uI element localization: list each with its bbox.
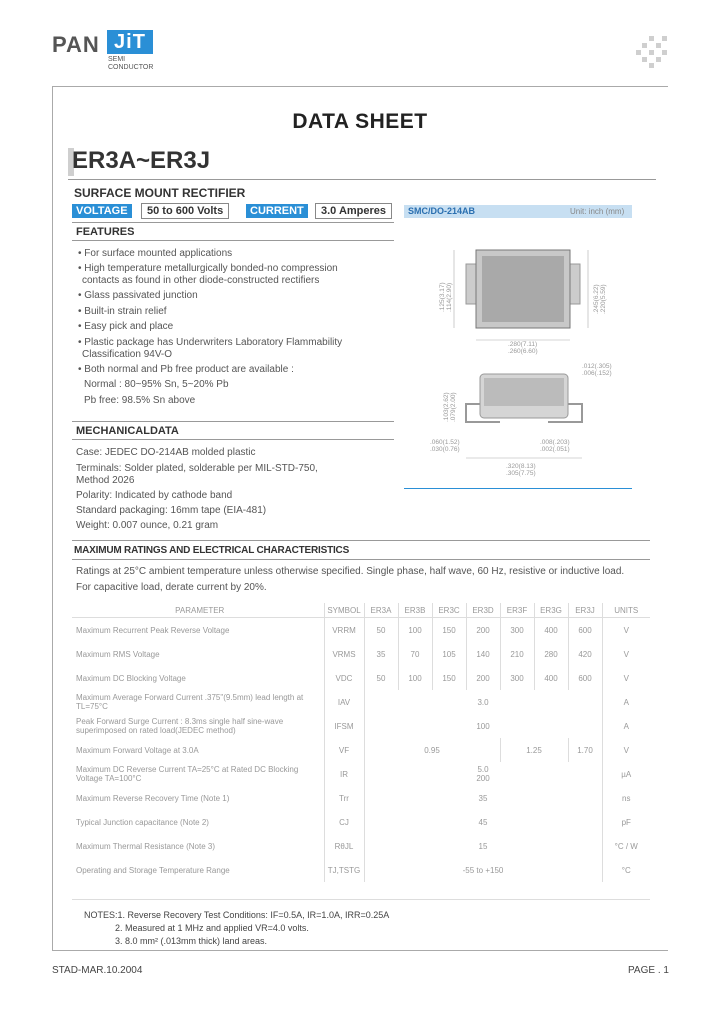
table-row: [72, 810, 650, 834]
dim-l-1: .103(2.62): [443, 392, 450, 422]
corner-dots-decoration: [636, 36, 668, 68]
unit-cell: V: [602, 642, 650, 666]
logo-sub-conductor: CONDUCTOR: [108, 64, 154, 71]
mech-item: Polarity: Indicated by cathode band: [76, 490, 233, 501]
param-cell: Typical Junction capacitance (Note 2): [76, 817, 209, 827]
param-cell: Maximum Forward Voltage at 3.0A: [76, 745, 199, 755]
feature-item: • Plastic package has Underwriters Laboratory Flammability: [78, 337, 343, 348]
dim-t-2: .006(.152): [582, 370, 612, 377]
header-cell: UNITS: [602, 603, 650, 618]
dim-h-4: .114(2.90): [446, 282, 453, 312]
mech-item: Case: JEDEC DO-214AB molded plastic: [76, 447, 256, 458]
param-cell: Maximum Thermal Resistance (Note 3): [76, 841, 216, 851]
merged-value-cell: [364, 762, 602, 786]
feature-item: • High temperature metallurgically bonded-no compression: [78, 263, 338, 274]
value-cell: 150: [432, 666, 466, 690]
value-cell: 50: [364, 618, 398, 643]
vf-value-cell: 1.70: [568, 738, 602, 762]
features-top-rule: [72, 222, 394, 223]
value-cell: 600: [568, 618, 602, 643]
features-bottom-rule: [72, 240, 394, 241]
symbol-cell: IFSM: [324, 714, 364, 738]
table-header-row: [72, 603, 650, 618]
mech-top-rule: [72, 421, 394, 422]
feature-item: • Glass passivated junction: [78, 290, 198, 301]
mech-item: Weight: 0.007 ounce, 0.21 gram: [76, 520, 219, 531]
table-row: [72, 642, 650, 666]
merged-value-cell: 35: [364, 786, 602, 810]
product-type: SURFACE MOUNT RECTIFIER: [74, 186, 246, 200]
param-cell: Maximum RMS Voltage: [76, 649, 160, 659]
dim-t-1: .012(.305): [582, 363, 612, 370]
dim-b-1: .320(8.13): [506, 463, 536, 470]
unit-cell: °C / W: [602, 834, 650, 858]
unit-cell: °C: [602, 858, 650, 882]
unit-cell: A: [602, 714, 650, 738]
unit-cell: A: [602, 690, 650, 714]
logo-pan-text: PAN: [52, 32, 100, 57]
param-cell: Peak Forward Surge Current : 8.3ms single half sine-wave superimposed on rated load(JEDEC method): [76, 717, 284, 735]
symbol-cell: IR: [324, 762, 364, 786]
header-cell: ER3A: [364, 603, 398, 618]
symbol-cell: VDC: [324, 666, 364, 690]
package-unit: Unit: inch (mm): [570, 207, 625, 216]
note-1: NOTES:1. Reverse Recovery Test Conditions: IF=0.5A, IR=1.0A, IRR=0.25A: [84, 910, 390, 920]
package-name: SMC/DO-214AB: [408, 206, 476, 216]
table-row: [72, 618, 650, 643]
features-title: FEATURES: [76, 226, 135, 238]
value-cell: 280: [534, 642, 568, 666]
param-cell: Maximum DC Reverse Current TA=25°C at Rated DC Blocking Voltage TA=100°C: [76, 765, 299, 783]
value-cell: 140: [466, 642, 500, 666]
feature-item: • Both normal and Pb free product are available :: [78, 364, 294, 375]
ratings-table: [72, 603, 650, 882]
frame-left-rule: [52, 86, 53, 950]
vf-value-cell: 1.25: [500, 738, 568, 762]
merged-value-cell: 45: [364, 810, 602, 834]
param-cell: Operating and Storage Temperature Range: [76, 865, 230, 875]
dim-f-2: .030(0.76): [430, 446, 460, 453]
symbol-cell: RθJL: [324, 834, 364, 858]
value-cell: 400: [534, 618, 568, 643]
symbol-cell: VF: [324, 738, 364, 762]
frame-bottom-rule: [52, 950, 668, 951]
symbol-cell: CJ: [324, 810, 364, 834]
param-cell: Maximum Recurrent Peak Reverse Voltage: [76, 625, 230, 635]
symbol-cell: Trr: [324, 786, 364, 810]
value-cell: 50: [364, 666, 398, 690]
value-cell: 300: [500, 618, 534, 643]
table-row: [72, 666, 650, 690]
symbol-cell: VRMS: [324, 642, 364, 666]
dim-width-2: .260(6.60): [508, 348, 538, 355]
merged-value-cell: 15: [364, 834, 602, 858]
voltage-value-badge: 50 to 600 Volts: [141, 203, 229, 219]
dim-b-2: .305(7.75): [506, 470, 536, 477]
table-row: [72, 714, 650, 738]
feature-item: contacts as found in other diode-constructed rectifiers: [82, 275, 320, 286]
current-label-badge: CURRENT: [246, 204, 308, 218]
ratings-title: MAXIMUM RATINGS AND ELECTRICAL CHARACTERISTICS: [74, 545, 350, 556]
header-cell: ER3D: [466, 603, 500, 618]
package-outline-diagram: [404, 222, 632, 486]
value-cell: 105: [432, 642, 466, 666]
value-cell: 200: [466, 666, 500, 690]
dim-l-2: .079(2.00): [450, 392, 457, 422]
header-cell: ER3G: [534, 603, 568, 618]
mech-item: Terminals: Solder plated, solderable per MIL-STD-750,: [76, 463, 318, 474]
param-cell: Maximum Average Forward Current .375"(9.5mm) lead length at TL=75°C: [76, 693, 304, 711]
package-bottom-rule: [404, 488, 632, 489]
symbol-cell: VRRM: [324, 618, 364, 643]
merged-value-cell: 100: [364, 714, 602, 738]
value-cell: 300: [500, 666, 534, 690]
mech-bottom-rule: [72, 439, 394, 440]
header-cell: ER3B: [398, 603, 432, 618]
unit-cell: pF: [602, 810, 650, 834]
value-cell: 100: [398, 666, 432, 690]
table-bottom-rule: [72, 899, 650, 900]
page-title: DATA SHEET: [292, 110, 428, 133]
header-cell: SYMBOL: [324, 603, 364, 618]
ratings-condition-2: For capacitive load, derate current by 20%.: [76, 582, 267, 593]
note-3: 3. 8.0 mm² (.013mm thick) land areas.: [115, 936, 268, 946]
unit-cell: V: [602, 738, 650, 762]
unit-cell: V: [602, 618, 650, 643]
mech-title: MECHANICALDATA: [76, 425, 179, 437]
merged-value-cell: 3.0: [364, 690, 602, 714]
unit-cell: µA: [602, 762, 650, 786]
value-cell: 150: [432, 618, 466, 643]
header-cell: ER3J: [568, 603, 602, 618]
value-cell: 210: [500, 642, 534, 666]
feature-item: • Easy pick and place: [78, 321, 174, 332]
table-row: [72, 858, 650, 882]
ratings-bottom-rule: [72, 559, 650, 560]
header-cell: PARAMETER: [72, 603, 324, 618]
feature-item: • For surface mounted applications: [78, 248, 233, 259]
unit-cell: V: [602, 666, 650, 690]
dim-f-4: .002(.051): [540, 446, 570, 453]
value-cell: 100: [398, 618, 432, 643]
footer-date: STAD-MAR.10.2004: [52, 965, 143, 976]
value-cell: 400: [534, 666, 568, 690]
table-row: [72, 762, 650, 786]
header-cell: ER3F: [500, 603, 534, 618]
table-row: [72, 786, 650, 810]
merged-value-cell: -55 to +150: [364, 858, 602, 882]
dim-f-3: .008(.203): [540, 439, 570, 446]
dim-h-2: .220(5.59): [600, 284, 607, 314]
ratings-condition-1: Ratings at 25°C ambient temperature unless otherwise specified. Single phase, half wave, 60 Hz, resistive or inductive load.: [76, 566, 625, 577]
dim-width-1: .280(7.11): [508, 341, 538, 348]
feature-item: • Built-in strain relief: [78, 306, 167, 317]
note-2: 2. Measured at 1 MHz and applied VR=4.0 volts.: [115, 923, 309, 933]
symbol-cell: IAV: [324, 690, 364, 714]
logo-subtitle: [108, 56, 153, 72]
symbol-cell: TJ,TSTG: [324, 858, 364, 882]
dim-h-3: .125(3.17): [439, 282, 446, 312]
logo-sub-semi: SEMI: [108, 56, 126, 63]
footer-page: PAGE . 1: [628, 965, 669, 976]
feature-item: Classification 94V-O: [82, 349, 173, 360]
ir-value-25c: 5.0: [477, 765, 489, 774]
table-row: [72, 834, 650, 858]
value-cell: 70: [398, 642, 432, 666]
side-view-top: [484, 378, 564, 406]
ir-value-100c: 200: [476, 774, 490, 783]
param-cell: Maximum Reverse Recovery Time (Note 1): [76, 793, 230, 803]
part-rule: [68, 179, 656, 180]
value-cell: 35: [364, 642, 398, 666]
mech-item: Method 2026: [76, 475, 135, 486]
logo-jit-badge: JiT: [107, 30, 153, 54]
feature-item: Pb free: 98.5% Sn above: [84, 395, 196, 406]
mech-item: Standard packaging: 16mm tape (EIA-481): [76, 505, 267, 516]
top-view-top-face: [482, 256, 564, 322]
frame-top-rule: [52, 86, 668, 87]
header-cell: ER3C: [432, 603, 466, 618]
part-number: ER3A~ER3J: [72, 147, 211, 174]
table-row: [72, 690, 650, 714]
value-cell: 600: [568, 666, 602, 690]
dim-f-1: .060(1.52): [430, 439, 460, 446]
vf-value-cell: 0.95: [364, 738, 500, 762]
unit-cell: ns: [602, 786, 650, 810]
value-cell: 420: [568, 642, 602, 666]
ratings-top-rule: [72, 540, 650, 541]
param-cell: Maximum DC Blocking Voltage: [76, 673, 186, 683]
table-row: [72, 738, 650, 762]
value-cell: 200: [466, 618, 500, 643]
dim-h-1: .245(6.22): [593, 284, 600, 314]
feature-item: Normal : 80~95% Sn, 5~20% Pb: [84, 379, 229, 390]
voltage-label-badge: VOLTAGE: [72, 204, 132, 218]
current-value-badge: 3.0 Amperes: [315, 203, 392, 219]
